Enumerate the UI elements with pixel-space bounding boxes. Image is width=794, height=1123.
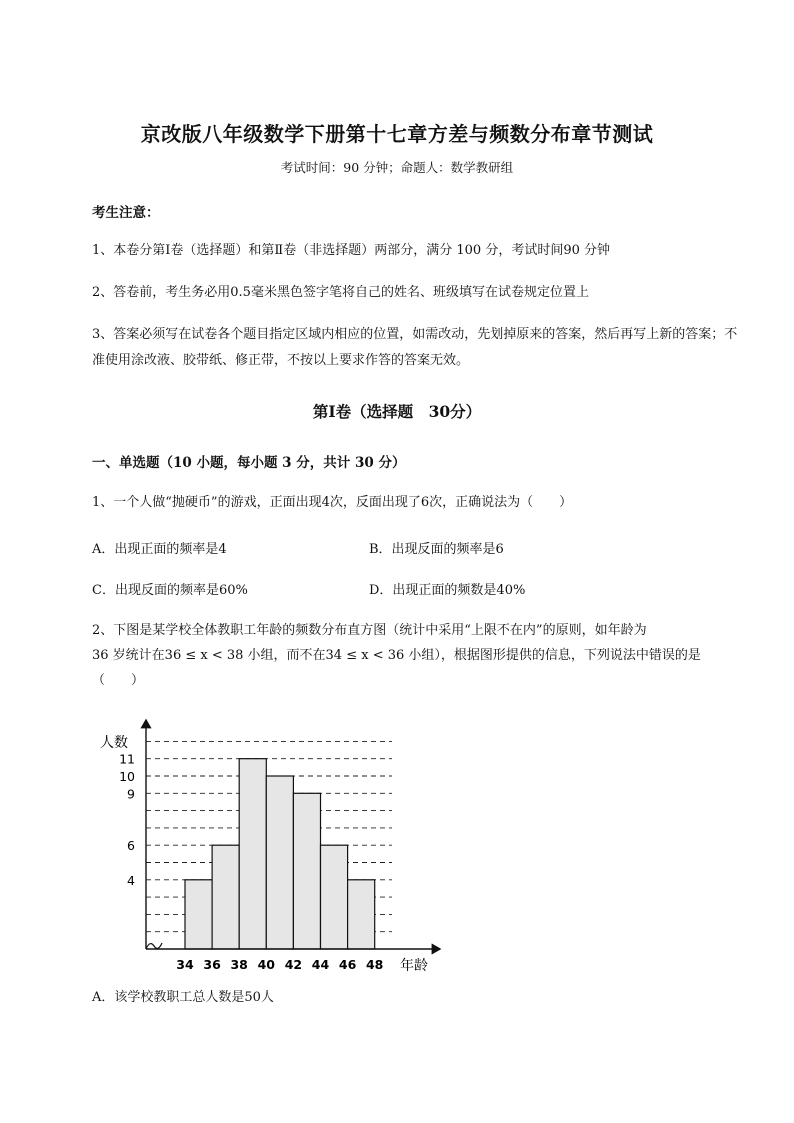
question-2-line-2: 36 岁统计在36 ≤ x < 38 小组，而不在34 ≤ x < 36 小组），根据图形提供的信息，下列说法中错误的是 [92,648,701,663]
page-title: 京改版八年级数学下册第十七章方差与频数分布章节测试 [140,122,654,146]
histogram-bar-36-38 [212,845,239,949]
question-2-line-1: 2、下图是某学校全体教职工年龄的频数分布直方图（统计中采用“上限不在内”的原则，如年龄为 [92,623,647,638]
notice-item-3: 3、答案必须写在试卷各个题目指定区域内相应的位置，如需改动，先划掉原来的答案，然后再写上新的答案；不准使用涂改液、胶带纸、修正带，不按以上要求作答的答案无效。 [92,327,738,368]
histogram-bar-38-40 [239,759,266,949]
y-tick-label: 4 [127,872,135,888]
q1-option-c: C．出现反面的频率是60% [92,583,248,598]
question-1-stem: 1、一个人做“抛硬币”的游戏，正面出现4次，反面出现了6次，正确说法为（ ） [92,495,573,510]
y-tick-label: 10 [119,769,135,784]
x-tick-label: 40 [257,957,276,972]
axis-break-mark [146,943,162,949]
x-tick-label: 42 [284,957,303,972]
q1-option-d: D．出现正面的频数是40% [369,583,526,598]
notice-heading: 考生注意： [92,205,160,221]
notice-item-1: 1、本卷分第Ⅰ卷（选择题）和第Ⅱ卷（非选择题）两部分，满分 100 分，考试时间90 分钟 [92,243,610,258]
q2-option-a: A．该学校教职工总人数是50人 [92,990,274,1005]
histogram-bar-34-36 [185,880,212,949]
question-2-line-3: （ ） [92,673,145,688]
part-heading: 一、单选题（10 小题，每小题 3 分，共计 30 分） [92,455,406,471]
exam-info: 考试时间：90 分钟；命题人：数学教研组 [280,160,514,175]
notice-item-2: 2、答卷前，考生务必用0.5毫米黑色签字笔将自己的姓名、班级填写在试卷规定位置上 [92,285,589,300]
y-tick-label: 6 [127,838,135,854]
histogram-bar-40-42 [266,776,293,949]
q1-option-b: B．出现反面的频率是6 [369,542,504,557]
x-tick-label: 46 [338,957,357,972]
x-tick-label: 36 [203,957,221,972]
histogram-bar-42-44 [293,793,320,949]
age-histogram [90,712,450,980]
section-title: 第Ⅰ卷（选择题 30分） [312,402,482,421]
y-tick-label: 9 [127,786,135,802]
histogram-bar-44-46 [321,845,348,949]
x-tick-label: 38 [230,957,248,972]
histogram-bar-46-48 [348,880,375,949]
x-tick-label: 48 [365,957,384,972]
y-axis-label: 人数 [100,735,128,751]
x-axis-label: 年龄 [400,958,428,974]
x-tick-label: 34 [176,957,194,972]
x-tick-label: 44 [311,957,330,972]
q1-option-a: A．出现正面的频率是4 [92,542,227,557]
y-tick-label: 11 [119,751,135,767]
